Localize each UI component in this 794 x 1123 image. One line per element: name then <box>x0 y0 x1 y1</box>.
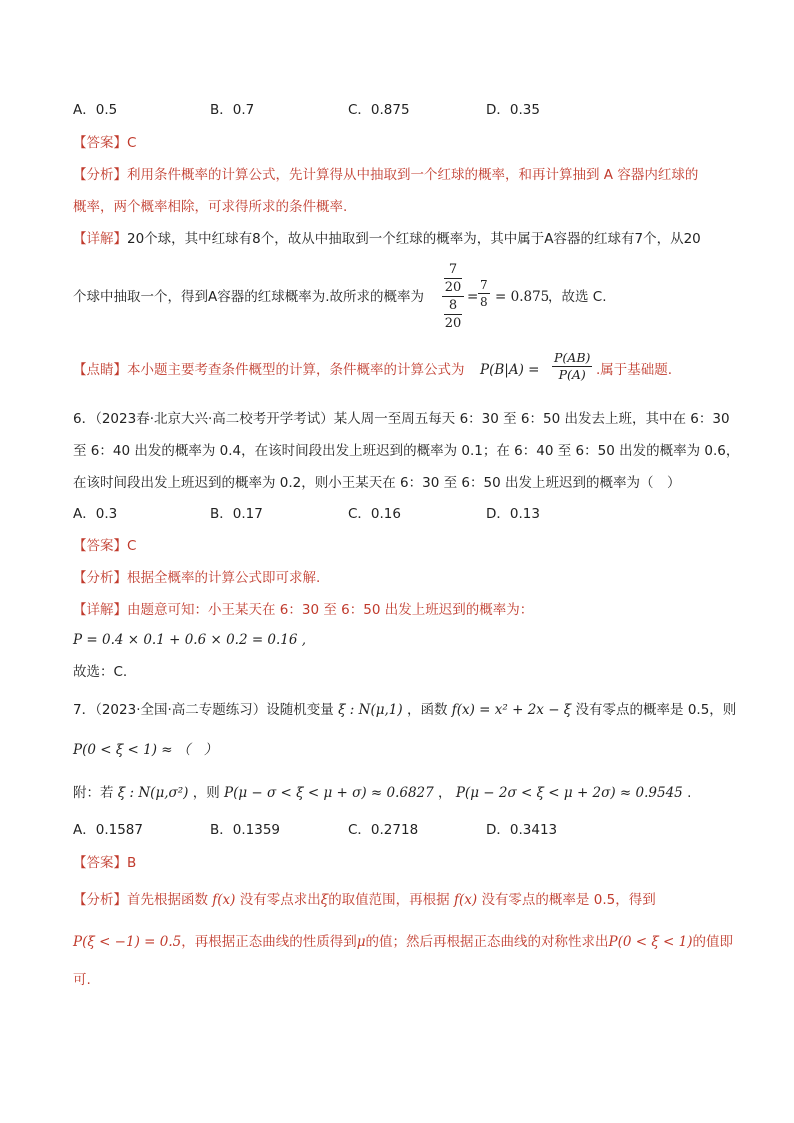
q5-option-b: B．0.7 <box>210 102 255 118</box>
q7-random-variable: ξ : N(μ,1) <box>338 702 403 718</box>
q7-appendix <box>73 783 691 803</box>
answer-value: C <box>127 135 137 151</box>
q7-a2-mid: ，再根据正态曲线的性质得到 <box>181 934 357 950</box>
q7-a1-fx2: f(x) <box>453 892 478 908</box>
analysis-text: 根据全概率的计算公式即可求解. <box>127 570 321 586</box>
q7-a1-pre: 首先根据函数 <box>127 892 208 908</box>
q7-analysis-line-1 <box>73 890 656 910</box>
q5-fraction-7-8 <box>478 277 490 310</box>
q5-detail-end: ，故选 C. <box>548 289 607 305</box>
q7-a1-xi: ξ <box>320 892 329 908</box>
analysis-tag: 【分析】 <box>73 892 127 908</box>
q6-stem-line-1: 6．（2023春·北京大兴·高二校考开学考试）某人周一至周五每天 6：30 至 6：50 出发去上班，其中在 6：30 <box>73 411 730 427</box>
q7-a1-mid2: 的取值范围，再根据 <box>328 892 450 908</box>
detail-text: 20个球，其中红球有8个，故从中抽取到一个红球的概率为，其中属于A容器的红球有7个，从20 <box>127 231 701 247</box>
q7-analysis-line-2 <box>73 932 733 952</box>
q6-answer <box>73 536 136 556</box>
q7-a2-f1: P(ξ < −1) = 0.5 <box>73 934 182 950</box>
q7-a2-f2: P(0 < ξ < 1) <box>608 934 693 950</box>
q7-a2-mid2: 的值；然后再根据正态曲线的对称性求出 <box>365 934 609 950</box>
q7-answer <box>73 853 136 873</box>
answer-tag: 【答案】 <box>73 538 127 554</box>
comment-tag: 【点睛】 <box>73 362 127 378</box>
q7-stem-post: 没有零点的概率是 0.5，则 <box>575 702 737 718</box>
q5-comment-post: .属于基础题. <box>596 362 673 378</box>
q7-stem-line-2: P(0 < ξ < 1) ≈ （ ） <box>73 742 218 758</box>
answer-tag: 【答案】 <box>73 855 127 871</box>
q7-app-f1: P(μ − σ < ξ < μ + σ) ≈ 0.6827 <box>224 785 434 801</box>
q7-option-a: A．0.1587 <box>73 822 143 838</box>
q7-stem-mid: ，函数 <box>406 702 448 718</box>
q6-option-c: C．0.16 <box>348 506 401 522</box>
q7-option-c: C．0.2718 <box>348 822 419 838</box>
answer-value: C <box>127 538 137 554</box>
detail-tag: 【详解】 <box>73 231 127 247</box>
q5-comment-formula-lhs: P(B|A) = <box>480 362 540 378</box>
comment-frac-num: P(AB) <box>554 350 591 365</box>
q6-formula: P = 0.4 × 0.1 + 0.6 × 0.2 = 0.16 , <box>73 632 307 648</box>
q5-answer <box>73 133 136 153</box>
q6-option-b: B．0.17 <box>210 506 263 522</box>
q5-option-c: C．0.875 <box>348 102 410 118</box>
comment-text: 本小题主要考查条件概型的计算，条件概率的计算公式为 <box>127 362 465 378</box>
q7-function: f(x) = x² + 2x − ξ <box>451 702 572 718</box>
q7-option-d: D．0.3413 <box>486 822 558 838</box>
q7-stem-pre: 7．（2023·全国·高二专题练习）设随机变量 <box>73 702 334 718</box>
q5-comment-fraction <box>552 350 592 383</box>
frac-top-num: 7 <box>448 262 458 277</box>
q7-a2-post: 的值即 <box>692 934 734 950</box>
q5-compound-fraction <box>442 262 464 331</box>
q5-analysis-line-2: 概率，两个概率相除，可求得所求的条件概率. <box>73 199 348 215</box>
q7-a1-post: 没有零点的概率是 0.5，得到 <box>481 892 656 908</box>
q6-analysis <box>73 568 320 588</box>
q7-a1-fx: f(x) <box>212 892 236 908</box>
q6-option-d: D．0.13 <box>486 506 540 522</box>
frac-bot-den: 20 <box>444 316 462 331</box>
q7-app-mid: ，则 <box>192 785 220 801</box>
q7-app-pre: 附：若 <box>73 785 114 801</box>
answer-tag: 【答案】 <box>73 135 127 151</box>
q5-option-a: A．0.5 <box>73 102 118 118</box>
answer-value: B <box>127 855 137 871</box>
q5-detail-line-2: 个球中抽取一个，得到A容器的红球概率为.故所求的概率为 <box>73 289 425 305</box>
q5-eq-result: = 0.875 <box>495 289 550 305</box>
q7-app-sep: ， <box>438 785 452 801</box>
detail-text: 由题意可知：小王某天在 6：30 至 6：50 出发上班迟到的概率为： <box>127 602 534 618</box>
frac2-den: 8 <box>480 295 488 309</box>
q6-detail <box>73 600 533 620</box>
q7-app-rv: ξ : N(μ,σ²) <box>117 785 189 801</box>
q7-option-b: B．0.1359 <box>210 822 280 838</box>
analysis-tag: 【分析】 <box>73 167 127 183</box>
q7-a1-mid: 没有零点求出 <box>239 892 321 908</box>
analysis-tag: 【分析】 <box>73 570 127 586</box>
q6-option-a: A．0.3 <box>73 506 118 522</box>
analysis-text: 利用条件概率的计算公式，先计算得从中抽取到一个红球的概率，和再计算抽到 A 容器内红球的 <box>127 167 699 183</box>
q5-option-d: D．0.35 <box>486 102 540 118</box>
q7-analysis-line-3: 可. <box>73 972 91 988</box>
comment-frac-den: P(A) <box>558 367 586 382</box>
q7-app-end: . <box>687 785 692 801</box>
q5-eq-mid: = <box>467 289 479 305</box>
q7-app-f2: P(μ − 2σ < ξ < μ + 2σ) ≈ 0.9545 <box>455 785 683 801</box>
q5-comment <box>73 360 465 380</box>
q6-stem-line-3: 在该时间段出发上班迟到的概率为 0.2，则小王某天在 6：30 至 6：50 出发上班迟到的概率为（ ） <box>73 475 681 491</box>
q5-detail-line-1 <box>73 229 701 249</box>
frac-top-den: 20 <box>444 280 462 295</box>
q7-stem-line-1 <box>73 700 736 720</box>
q7-a2-mu: μ <box>356 934 366 950</box>
frac-bot-num: 8 <box>448 298 458 313</box>
detail-tag: 【详解】 <box>73 602 127 618</box>
q6-stem-line-2: 至 6：40 出发的概率为 0.4，在该时间段出发上班迟到的概率为 0.1；在 6：40 至 6：50 出发的概率为 0.6， <box>73 443 740 459</box>
q5-analysis-line-1 <box>73 165 698 185</box>
frac2-num: 7 <box>480 278 488 292</box>
q6-choose: 故选：C. <box>73 664 128 680</box>
